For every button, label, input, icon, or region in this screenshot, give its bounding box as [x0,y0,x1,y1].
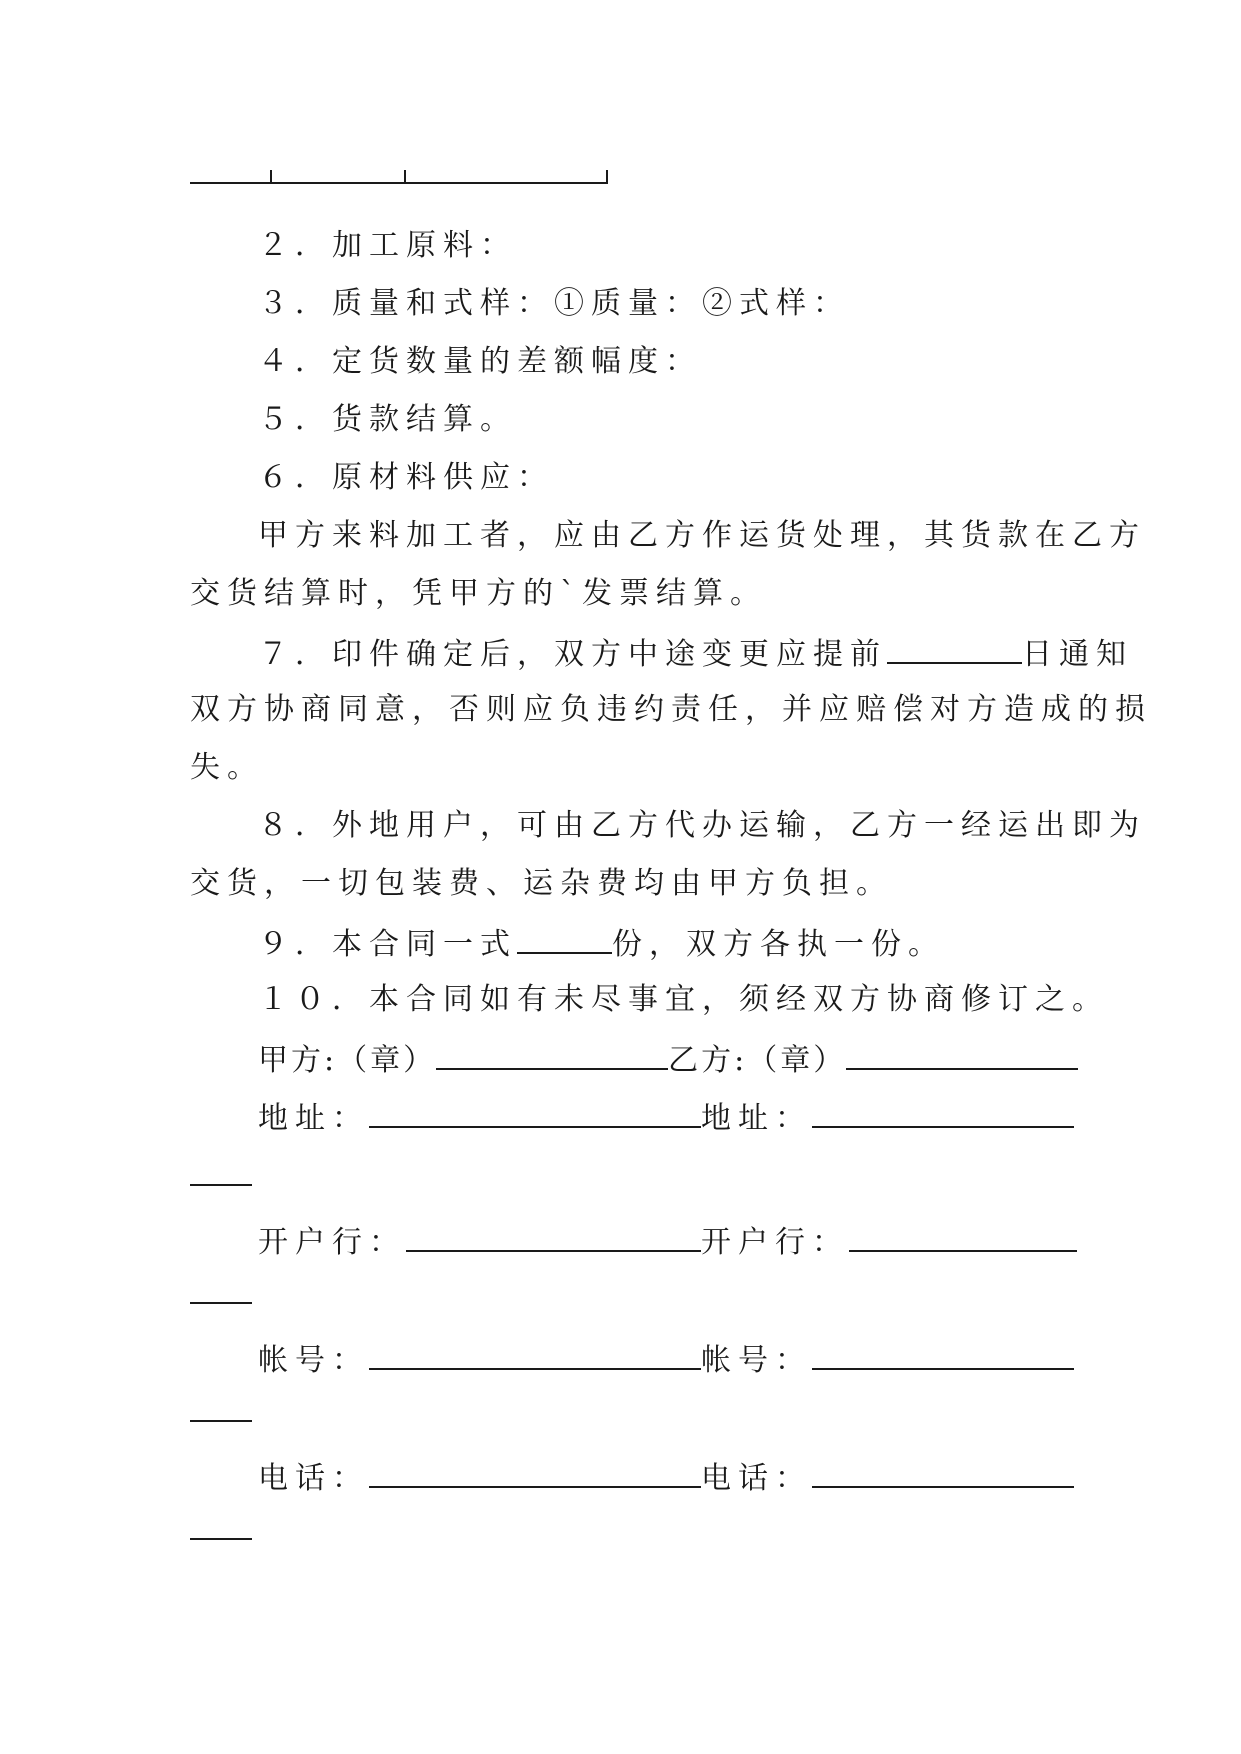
item-2: ２．加工原料： [258,228,517,263]
bank-b-blank [849,1220,1077,1252]
party-a-blank [436,1038,668,1070]
account-b-blank [812,1338,1074,1370]
notice-days-blank [887,632,1022,664]
item-3: ３．质量和式样：①质量：②式样： [258,286,850,321]
item-7-line-3: 失。 [190,750,264,785]
item-7-line-2: 双方协商同意，否则应负违约责任，并应赔偿对方造成的损 [190,692,1152,727]
account-a-blank [369,1338,701,1370]
bank-a-blank [406,1220,701,1252]
phone-a-blank [369,1456,701,1488]
item-6-body-line-1: 甲方来料加工者，应由乙方作运货处理，其货款在乙方 [258,518,1146,553]
item-9-text: ９．本合同一式 [258,927,517,962]
item-8-line-1: ８．外地用户，可由乙方代办运输，乙方一经运出即为 [258,808,1146,843]
item-6-body-line-2: 交货结算时，凭甲方的`发票结算。 [190,576,767,611]
phone-row [258,1456,1074,1499]
bank-continuation-line [190,1302,252,1304]
copies-blank [517,922,612,954]
address-a-blank [369,1096,701,1128]
bank-a-label: 开户行： [258,1225,406,1260]
item-8-line-2: 交货，一切包装费、运杂费均由甲方负担。 [190,866,893,901]
item-9-text-end: 份，双方各执一份。 [612,927,945,962]
item-7-text: ７．印件确定后，双方中途变更应提前 [258,637,887,672]
address-b-label: 地址： [701,1101,812,1136]
item-5: ５．货款结算。 [258,402,517,437]
address-b-blank [812,1096,1074,1128]
account-row [258,1338,1074,1381]
phone-a-label: 电话： [258,1461,369,1496]
address-continuation-line [190,1184,252,1186]
item-7-line-1 [258,632,1133,675]
phone-b-label: 电话： [701,1461,812,1496]
item-10: １０．本合同如有未尽事宜，须经双方协商修订之。 [258,982,1109,1017]
phone-b-blank [812,1456,1074,1488]
party-b-blank [846,1038,1078,1070]
item-9 [258,922,945,965]
item-6: ６．原材料供应： [258,460,554,495]
party-a-label: 甲方:（章） [258,1043,437,1078]
item-4: ４．定货数量的差额幅度： [258,344,702,379]
account-b-label: 帐号： [701,1343,812,1378]
bank-b-label: 开户行： [701,1225,849,1260]
address-a-label: 地址： [258,1101,369,1136]
phone-continuation-line [190,1538,252,1540]
account-continuation-line [190,1420,252,1422]
party-b-label: 乙方:（章） [668,1043,847,1078]
bank-row [258,1220,1077,1263]
account-a-label: 帐号： [258,1343,369,1378]
item-7-text-end: 日通知 [1022,637,1133,672]
address-row [258,1096,1074,1139]
party-row [258,1038,1078,1081]
